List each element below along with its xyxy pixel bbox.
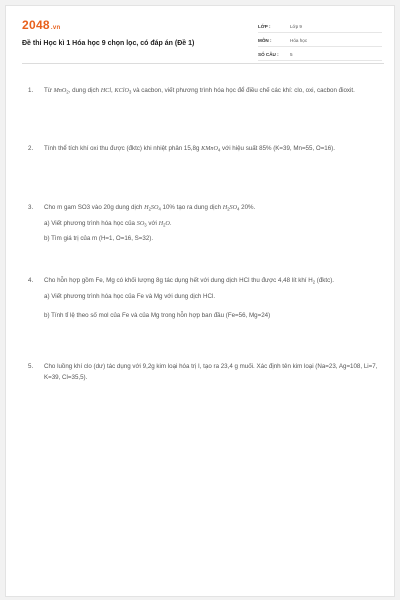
- formula: SO: [150, 204, 159, 211]
- site-logo[interactable]: [22, 18, 60, 32]
- question-item: [28, 144, 380, 203]
- question-number: 5.: [28, 363, 34, 370]
- question-number: 2.: [28, 145, 34, 152]
- question-item: [28, 86, 380, 144]
- question-item: [28, 203, 380, 276]
- question-item: [28, 362, 380, 383]
- header-divider: [22, 63, 384, 64]
- formula: H: [222, 204, 228, 211]
- question-text: Từ MnO$_2$, dung dịch HCl, KClO$_3$ và cacbon, viết phương trình hóa học để điều chế các khí: clo, oxi, cacbon đioxit.: [44, 87, 355, 95]
- formula: SO: [136, 219, 145, 227]
- question-text: Cho luồng khí clo (dư) tác dụng với 9,2g kim loại hóa trị I, tạo ra 23,4 g muối. Xác định tên kim loại (Na=23, Ag=108, Li=7, K=39, Cl=35,5).: [44, 363, 378, 381]
- question-text: Cho m gam SO3 vào 20g dung dịch $H_2SO_4$ 10% tạo ra dung dịch $H_2SO_4$ 20%.: [44, 204, 256, 212]
- meta-row-class: [258, 21, 382, 33]
- formula: HCl: [100, 87, 112, 94]
- meta-value: Hóa học: [290, 38, 308, 43]
- meta-value: Lớp 9: [290, 24, 302, 29]
- meta-key: LỚP :: [258, 24, 271, 29]
- sub-question-b: b) Tìm giá trị của m (H=1, O=16, S=32).: [44, 235, 154, 242]
- logo-suffix: .vn: [50, 25, 61, 31]
- formula: SO: [229, 204, 238, 211]
- question-number: 3.: [28, 204, 34, 211]
- formula: H: [158, 219, 164, 227]
- sub-question-a: a) Viết phương trình hóa học của $SO_3$ với $H_2O$.: [44, 219, 172, 227]
- question-number: 1.: [28, 87, 34, 94]
- meta-key: SỐ CÂU :: [258, 52, 279, 57]
- question-text: Cho hỗn hợp gồm Fe, Mg có khối lượng 8g tác dụng hết với dung dịch HCl thu được 4,48 lít khí $H_2$ (đktc).: [44, 277, 334, 285]
- formula: H: [144, 204, 149, 211]
- formula: MnO: [53, 87, 67, 94]
- question-list: [28, 86, 380, 383]
- page-title: Đề thi Học kì 1 Hóa học 9 chọn lọc, có đáp án (Đề 1): [22, 40, 195, 47]
- meta-key: MÔN :: [258, 38, 272, 43]
- meta-row-count: [258, 49, 382, 61]
- question-number: 4.: [28, 277, 34, 284]
- meta-value: 5: [290, 52, 293, 57]
- sub-question-b: b) Tính tỉ lệ theo số mol của Fe và của Mg trong hỗn hợp ban đầu (Fe=56, Mg=24): [44, 312, 271, 319]
- formula: KClO: [114, 87, 129, 94]
- formula: O: [165, 219, 170, 227]
- question-item: [28, 276, 380, 362]
- logo-main: 2048: [22, 18, 50, 32]
- question-text: Tính thể tích khí oxi thu được (đktc) khi nhiệt phân 15,8g KMnO$_4$ với hiệu suất 85% (K=39, Mn=55, O=16).: [44, 145, 335, 153]
- exam-meta: [258, 21, 382, 63]
- exam-page: [5, 5, 395, 597]
- formula: KMnO: [201, 145, 218, 152]
- meta-row-subject: [258, 35, 382, 47]
- sub-question-a: a) Viết phương trình hóa học của Fe và Mg với dung dịch HCl.: [44, 292, 216, 300]
